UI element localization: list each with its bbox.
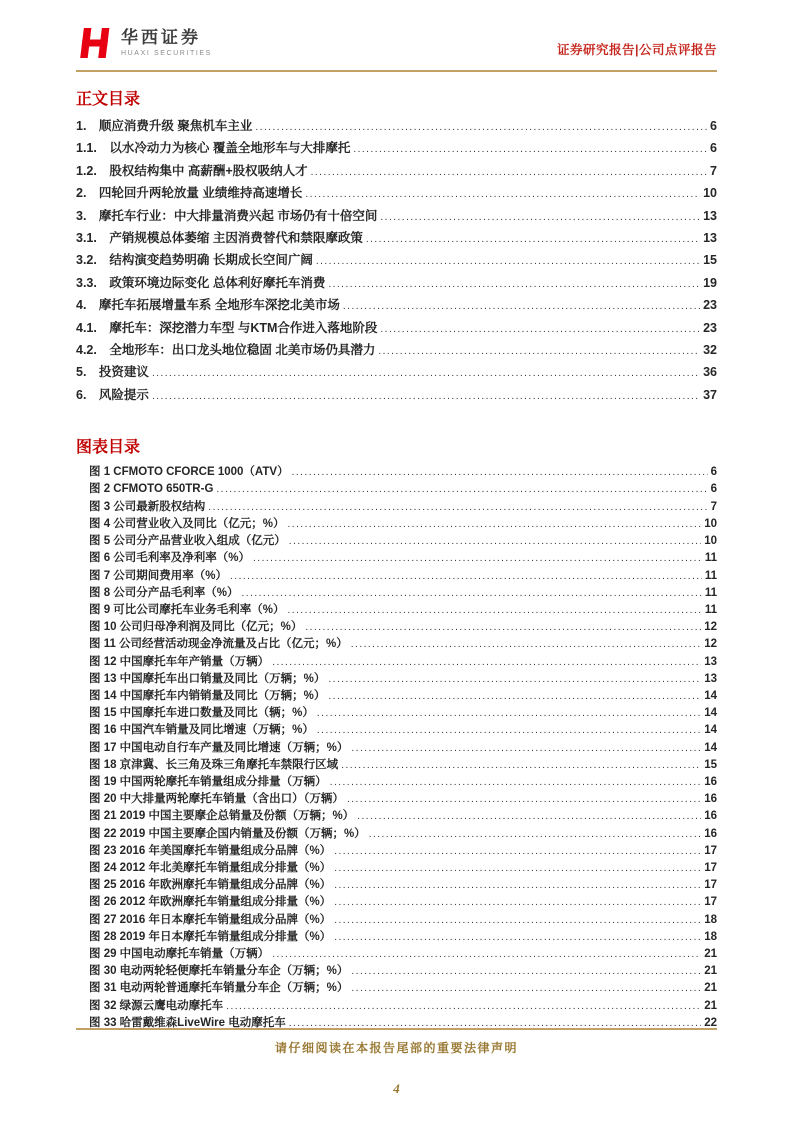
figure-entry-page: 11 xyxy=(704,586,717,599)
figure-entry-label: 图 9 可比公司摩托车业务毛利率（%） xyxy=(89,603,285,616)
figure-entry[interactable] xyxy=(76,602,717,619)
toc-entry-label: 4. 摩托车拓展增量车系 全地形车深挖北美市场 xyxy=(76,298,340,313)
figure-entry-page: 21 xyxy=(704,982,717,995)
figure-entry-label: 图 22 2019 中国主要摩企国内销量及份额（万辆；%） xyxy=(89,827,366,840)
figure-entry-page: 11 xyxy=(704,552,717,565)
toc-leader-dots xyxy=(272,654,701,671)
toc-leader-dots xyxy=(334,877,701,894)
figure-entry[interactable] xyxy=(76,654,717,671)
figure-entry-label: 图 15 中国摩托车进口数量及同比（辆；%） xyxy=(89,707,314,720)
toc-entry-page: 23 xyxy=(703,320,717,335)
toc-entry-label: 3.1. 产销规模总体萎缩 主因消费替代和禁限摩政策 xyxy=(76,231,363,246)
toc-leader-dots xyxy=(305,619,701,636)
brand-name-en: HUAXI SECURITIES xyxy=(121,49,212,57)
figures-toc-list xyxy=(76,464,717,1032)
figure-entry[interactable] xyxy=(76,722,717,739)
figure-entry-page: 17 xyxy=(704,861,717,874)
toc-entry-page: 6 xyxy=(710,141,717,156)
toc-leader-dots xyxy=(353,138,707,160)
figure-entry[interactable] xyxy=(76,998,717,1015)
toc-leader-dots xyxy=(357,808,701,825)
figure-entry-page: 17 xyxy=(704,844,717,857)
figure-entry[interactable] xyxy=(76,585,717,602)
toc-entry-label: 1.2. 股权结构集中 高薪酬+股权吸纳人才 xyxy=(76,163,308,178)
page-footer xyxy=(76,1028,717,1097)
figure-entry-label: 图 24 2012 年北美摩托车销量组成分排量（%） xyxy=(89,861,332,874)
figure-entry-label: 图 28 2019 年日本摩托车销量组成分排量（%） xyxy=(89,930,332,943)
toc-entry[interactable] xyxy=(76,340,717,362)
figure-entry-label: 图 32 绿源云鹰电动摩托车 xyxy=(89,999,224,1012)
toc-leader-dots xyxy=(347,791,701,808)
toc-entry-label: 1. 顺应消费升级 聚焦机车主业 xyxy=(76,119,253,133)
figures-toc-section xyxy=(76,434,717,1032)
toc-entry-label: 1.1. 以水冷动力为核心 覆盖全地形车与大排摩托 xyxy=(76,141,351,156)
toc-leader-dots xyxy=(366,228,700,250)
figure-entry[interactable] xyxy=(76,481,717,498)
main-toc-list xyxy=(76,116,717,407)
toc-leader-dots xyxy=(288,516,702,533)
toc-leader-dots xyxy=(334,843,701,860)
figure-entry[interactable] xyxy=(76,826,717,843)
toc-entry[interactable] xyxy=(76,116,717,138)
figure-entry-label: 图 17 中国电动自行车产量及同比增速（万辆；%） xyxy=(89,741,349,754)
brand-name-cn: 华西证券 xyxy=(121,27,201,47)
toc-entry-page: 36 xyxy=(703,365,717,380)
figure-entry[interactable] xyxy=(76,894,717,911)
figure-entry-page: 18 xyxy=(704,913,717,926)
figure-entry-page: 14 xyxy=(704,689,717,702)
figure-entry-label: 图 1 CFMOTO CFORCE 1000（ATV） xyxy=(89,466,289,479)
toc-entry-page: 32 xyxy=(703,343,717,358)
figure-entry-label: 图 14 中国摩托车内销销量及同比（万辆；%） xyxy=(89,689,326,702)
toc-leader-dots xyxy=(341,757,701,774)
figure-entry-page: 6 xyxy=(710,466,717,479)
toc-leader-dots xyxy=(208,499,707,516)
toc-leader-dots xyxy=(334,894,701,911)
toc-entry-label: 6. 风险提示 xyxy=(76,387,149,402)
toc-entry-page: 19 xyxy=(703,275,717,290)
toc-leader-dots xyxy=(334,929,701,946)
toc-leader-dots xyxy=(334,860,701,877)
huaxi-logo-icon xyxy=(76,26,114,60)
toc-entry[interactable] xyxy=(76,362,717,384)
toc-entry[interactable] xyxy=(76,161,717,183)
figure-entry-label: 图 20 中大排量两轮摩托车销量（含出口）（万辆） xyxy=(89,793,344,806)
figure-entry-page: 14 xyxy=(704,724,717,737)
footer-divider xyxy=(76,1028,717,1030)
toc-entry-label: 3.2. 结构演变趋势明确 长期成长空间广阔 xyxy=(76,253,313,268)
toc-entry-page: 10 xyxy=(703,186,717,201)
figure-entry[interactable] xyxy=(76,619,717,636)
main-toc-title: 正文目录 xyxy=(76,91,141,108)
figure-entry[interactable] xyxy=(76,516,717,533)
toc-leader-dots xyxy=(334,912,701,929)
figure-entry-label: 图 26 2012 年欧洲摩托车销量组成分排量（%） xyxy=(89,896,332,909)
figure-entry[interactable] xyxy=(76,877,717,894)
figure-entry-page: 18 xyxy=(704,930,717,943)
toc-entry-page: 6 xyxy=(710,119,717,133)
figure-entry[interactable] xyxy=(76,671,717,688)
figure-entry[interactable] xyxy=(76,740,717,757)
toc-entry-page: 13 xyxy=(703,208,717,223)
figure-entry-label: 图 23 2016 年美国摩托车销量组成分品牌（%） xyxy=(89,844,332,857)
figure-entry[interactable] xyxy=(76,705,717,722)
figure-entry-label: 图 7 公司期间费用率（%） xyxy=(89,569,228,582)
toc-leader-dots xyxy=(152,362,700,384)
figure-entry-label: 图 5 公司分产品营业收入组成（亿元） xyxy=(89,535,286,548)
figure-entry[interactable] xyxy=(76,550,717,567)
figure-entry[interactable] xyxy=(76,860,717,877)
figure-entry-label: 图 33 哈雷戴维森LiveWire 电动摩托车 xyxy=(89,1016,286,1029)
figure-entry-page: 21 xyxy=(704,947,717,960)
toc-entry-label: 4.2. 全地形车：出口龙头地位稳固 北美市场仍具潜力 xyxy=(76,343,376,358)
toc-leader-dots xyxy=(343,295,700,317)
figure-entry-label: 图 6 公司毛利率及净利率（%） xyxy=(89,552,251,565)
toc-leader-dots xyxy=(328,671,701,688)
toc-entry[interactable] xyxy=(76,183,717,205)
figure-entry-label: 图 10 公司归母净利润及同比（亿元；%） xyxy=(89,621,303,634)
figure-entry-page: 13 xyxy=(704,672,717,685)
brand xyxy=(76,26,212,60)
toc-leader-dots xyxy=(380,206,700,228)
toc-entry[interactable] xyxy=(76,273,717,295)
toc-leader-dots xyxy=(255,116,707,138)
figure-entry-label: 图 12 中国摩托车年产销量（万辆） xyxy=(89,655,270,668)
figure-entry[interactable] xyxy=(76,774,717,791)
brand-text xyxy=(121,29,212,57)
figure-entry-page: 22 xyxy=(704,1016,717,1029)
toc-entry-label: 3.3. 政策环境边际变化 总体利好摩托车消费 xyxy=(76,275,326,290)
figure-entry-label: 图 21 2019 中国主要摩企总销量及份额（万辆；%） xyxy=(89,810,355,823)
figure-entry-page: 21 xyxy=(704,999,717,1012)
toc-leader-dots xyxy=(328,688,701,705)
toc-entry-page: 13 xyxy=(703,231,717,246)
toc-leader-dots xyxy=(289,533,701,550)
figure-entry[interactable] xyxy=(76,963,717,980)
toc-leader-dots xyxy=(272,946,701,963)
figure-entry[interactable] xyxy=(76,688,717,705)
toc-leader-dots xyxy=(351,740,701,757)
figure-entry[interactable] xyxy=(76,757,717,774)
figure-entry-page: 21 xyxy=(704,965,717,978)
toc-leader-dots xyxy=(288,602,702,619)
figure-entry-label: 图 19 中国两轮摩托车销量组成分排量（万辆） xyxy=(89,775,327,788)
figure-entry[interactable] xyxy=(76,929,717,946)
figure-entry[interactable] xyxy=(76,946,717,963)
toc-entry[interactable] xyxy=(76,228,717,250)
figure-entry-label: 图 8 公司分产品毛利率（%） xyxy=(89,586,239,599)
figure-entry-page: 12 xyxy=(704,621,717,634)
figure-entry[interactable] xyxy=(76,843,717,860)
figure-entry[interactable] xyxy=(76,980,717,997)
figure-entry-page: 17 xyxy=(704,896,717,909)
figure-entry-page: 7 xyxy=(710,500,717,513)
figure-entry[interactable] xyxy=(76,464,717,481)
toc-leader-dots xyxy=(330,774,702,791)
toc-leader-dots xyxy=(351,636,701,653)
toc-entry-page: 15 xyxy=(703,253,717,268)
toc-entry[interactable] xyxy=(76,250,717,272)
figure-entry-page: 16 xyxy=(704,793,717,806)
figure-entry-page: 12 xyxy=(704,638,717,651)
figure-entry-page: 16 xyxy=(704,775,717,788)
figure-entry-label: 图 13 中国摩托车出口销量及同比（万辆；%） xyxy=(89,672,326,685)
toc-entry[interactable] xyxy=(76,295,717,317)
figure-entry-page: 14 xyxy=(704,707,717,720)
toc-leader-dots xyxy=(316,250,700,272)
figure-entry-label: 图 2 CFMOTO 650TR-G xyxy=(89,483,214,496)
figure-entry[interactable] xyxy=(76,636,717,653)
figure-entry-label: 图 18 京津冀、长三角及珠三角摩托车禁限行区域 xyxy=(89,758,339,771)
figure-entry-label: 图 3 公司最新股权结构 xyxy=(89,500,206,513)
toc-leader-dots xyxy=(292,464,708,481)
figure-entry[interactable] xyxy=(76,499,717,516)
page-number: 4 xyxy=(393,1081,400,1096)
toc-leader-dots xyxy=(378,340,700,362)
toc-leader-dots xyxy=(380,318,700,340)
toc-entry-page: 7 xyxy=(710,163,717,178)
figure-entry-page: 17 xyxy=(704,879,717,892)
figure-entry-page: 11 xyxy=(704,569,717,582)
toc-leader-dots xyxy=(311,161,707,183)
figure-entry-page: 16 xyxy=(704,810,717,823)
toc-leader-dots xyxy=(216,481,707,498)
toc-leader-dots xyxy=(369,826,702,843)
toc-leader-dots xyxy=(230,568,702,585)
toc-leader-dots xyxy=(351,980,701,997)
figure-entry-page: 10 xyxy=(704,535,717,548)
toc-leader-dots xyxy=(152,385,700,407)
figure-entry-label: 图 27 2016 年日本摩托车销量组成分品牌（%） xyxy=(89,913,332,926)
toc-leader-dots xyxy=(226,998,701,1015)
toc-entry[interactable] xyxy=(76,385,717,407)
toc-leader-dots xyxy=(351,963,701,980)
figure-entry-page: 6 xyxy=(710,483,717,496)
footer-legal-text: 请仔细阅读在本报告尾部的重要法律声明 xyxy=(274,1041,518,1055)
toc-entry-label: 5. 投资建议 xyxy=(76,365,149,380)
figure-entry-label: 图 30 电动两轮轻便摩托车销量分车企（万辆；%） xyxy=(89,965,349,978)
toc-entry-page: 23 xyxy=(703,298,717,313)
toc-leader-dots xyxy=(253,550,702,567)
page-header xyxy=(76,26,717,72)
figure-entry-label: 图 25 2016 年欧洲摩托车销量组成分品牌（%） xyxy=(89,879,332,892)
figure-entry[interactable] xyxy=(76,912,717,929)
figure-entry-label: 图 16 中国汽车销量及同比增速（万辆；%） xyxy=(89,724,314,737)
toc-entry-label: 4.1. 摩托车：深挖潜力车型 与KTM合作进入落地阶段 xyxy=(76,320,378,335)
figure-entry-page: 14 xyxy=(704,741,717,754)
figures-toc-title: 图表目录 xyxy=(76,439,141,457)
figure-entry-page: 16 xyxy=(704,827,717,840)
figure-entry-page: 13 xyxy=(704,655,717,668)
toc-entry-label: 2. 四轮回升两轮放量 业绩维持高速增长 xyxy=(76,186,303,201)
figure-entry-page: 10 xyxy=(704,517,717,530)
figure-entry-label: 图 31 电动两轮普通摩托车销量分车企（万辆；%） xyxy=(89,982,349,995)
figure-entry[interactable] xyxy=(76,533,717,550)
figure-entry-page: 15 xyxy=(704,758,717,771)
figure-entry-label: 图 11 公司经营活动现金净流量及占比（亿元；%） xyxy=(89,638,348,651)
figure-entry-label: 图 4 公司营业收入及同比（亿元；%） xyxy=(89,517,285,530)
toc-entry-label: 3. 摩托车行业：中大排量消费兴起 市场仍有十倍空间 xyxy=(76,208,378,223)
toc-leader-dots xyxy=(317,722,701,739)
figure-entry-label: 图 29 中国电动摩托车销量（万辆） xyxy=(89,947,270,960)
toc-leader-dots xyxy=(328,273,700,295)
toc-leader-dots xyxy=(317,705,701,722)
toc-entry[interactable] xyxy=(76,318,717,340)
toc-entry[interactable] xyxy=(76,206,717,228)
toc-leader-dots xyxy=(242,585,702,602)
figure-entry[interactable] xyxy=(76,808,717,825)
toc-entry-page: 37 xyxy=(703,387,717,402)
toc-leader-dots xyxy=(305,183,700,205)
figure-entry-page: 11 xyxy=(704,603,717,616)
main-toc-section xyxy=(76,86,717,407)
figure-entry[interactable] xyxy=(76,791,717,808)
figure-entry[interactable] xyxy=(76,568,717,585)
report-type-label: 证券研究报告|公司点评报告 xyxy=(557,43,717,57)
toc-entry[interactable] xyxy=(76,138,717,160)
